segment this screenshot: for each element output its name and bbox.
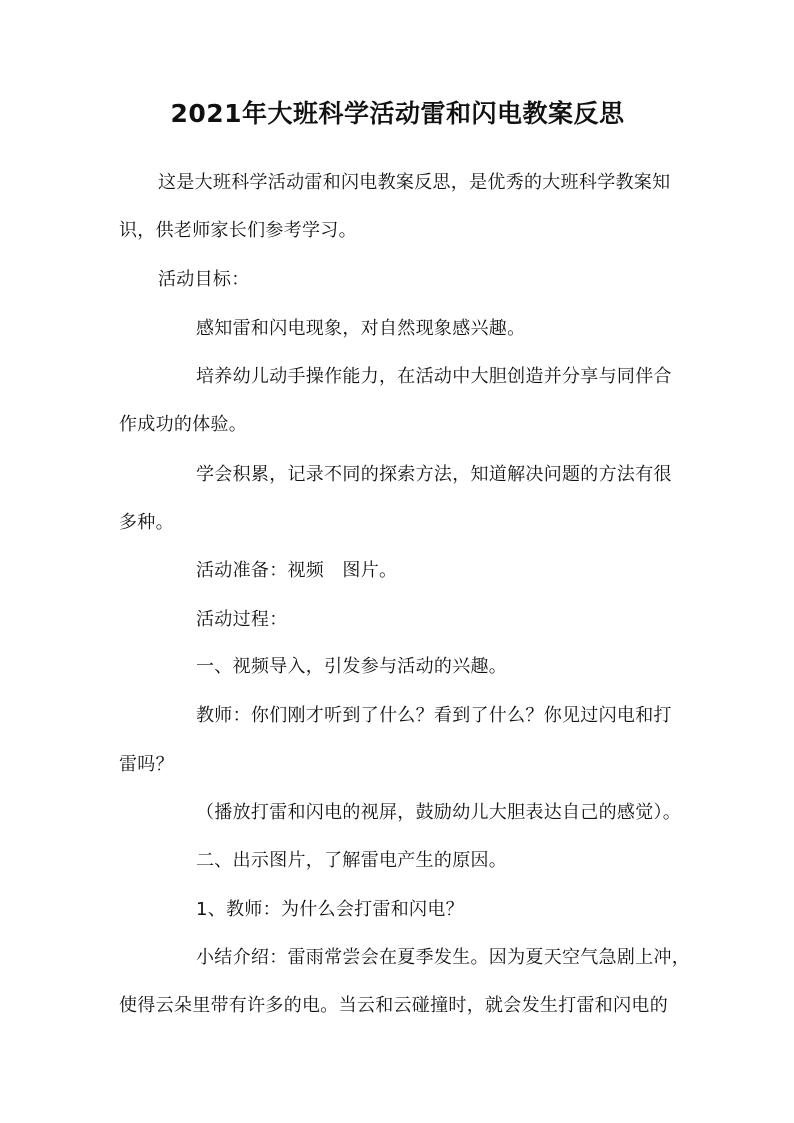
step-1-heading: 一、视频导入，引发参与活动的兴趣。 bbox=[196, 656, 508, 677]
teacher-question-line-2: 雷吗？ bbox=[119, 754, 174, 775]
preparation-line: 活动准备：视频 图片。 bbox=[196, 560, 398, 581]
summary-line-2: 使得云朵里带有许多的电。当云和云碰撞时，就会发生打雷和闪电的 bbox=[119, 995, 668, 1016]
video-note-line: （播放打雷和闪电的视屏，鼓励幼儿大胆表达自己的感觉）。 bbox=[196, 802, 682, 823]
goal-item-1: 感知雷和闪电现象，对自然现象感兴趣。 bbox=[196, 318, 526, 339]
goal-item-3-line-1: 学会积累，记录不同的探索方法，知道解决问题的方法有很 bbox=[196, 464, 672, 485]
summary-line-1: 小结介绍：雷雨常尝会在夏季发生。因为夏天空气急剧上冲， bbox=[196, 947, 691, 968]
goal-item-3-line-2: 多种。 bbox=[119, 512, 174, 533]
section-heading-process: 活动过程： bbox=[196, 609, 288, 630]
step-2-heading: 二、出示图片，了解雷电产生的原因。 bbox=[196, 850, 508, 871]
section-heading-goals: 活动目标： bbox=[158, 269, 250, 290]
goal-item-2-line-1: 培养幼儿动手操作能力，在活动中大胆创造并分享与同伴合 bbox=[196, 366, 672, 387]
teacher-question-line-1: 教师：你们刚才听到了什么？看到了什么？你见过闪电和打 bbox=[196, 705, 672, 726]
paragraph-intro-line-1: 这是大班科学活动雷和闪电教案反思，是优秀的大班科学教案知 bbox=[158, 172, 671, 193]
document-title: 2021年大班科学活动雷和闪电教案反思 bbox=[170, 99, 625, 128]
goal-item-2-line-2: 作成功的体验。 bbox=[119, 414, 248, 435]
paragraph-intro-line-2: 识，供老师家长们参考学习。 bbox=[119, 220, 357, 241]
step-2-question: 1、教师：为什么会打雷和闪电？ bbox=[196, 899, 464, 920]
